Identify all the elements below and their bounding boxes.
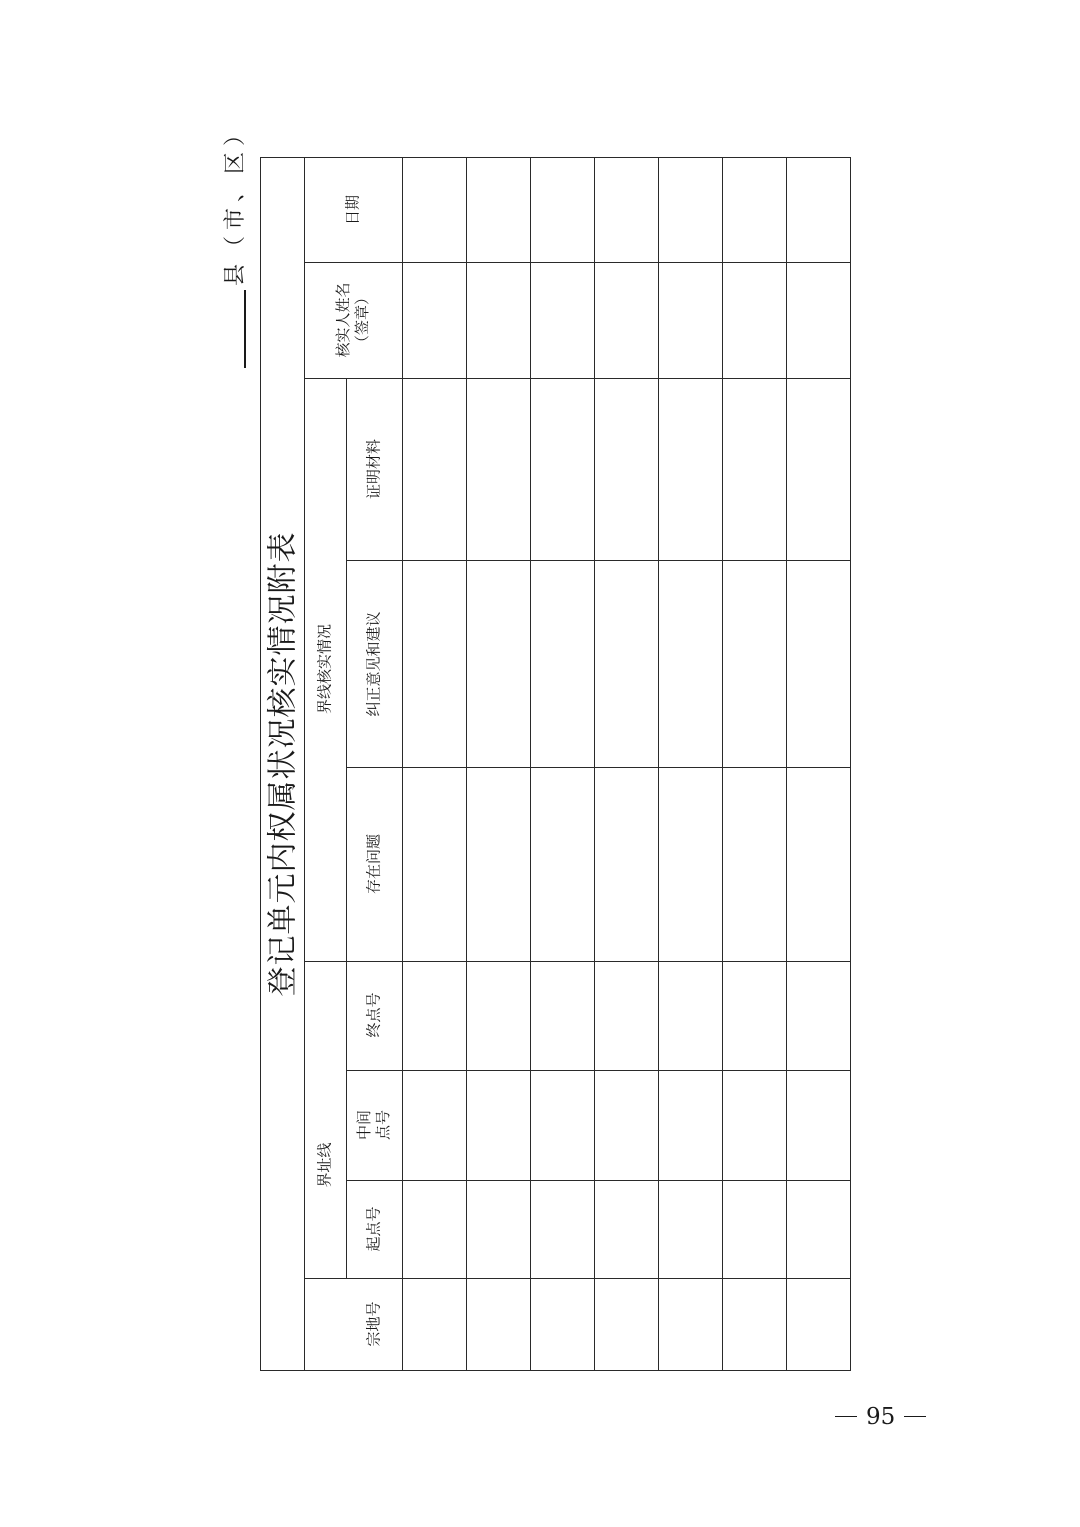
county-suffix: 县（市、区）	[223, 117, 248, 286]
page-number-value: 95	[866, 1404, 896, 1430]
table-row[interactable]	[660, 159, 721, 1369]
table-row[interactable]	[404, 159, 465, 1369]
table-row[interactable]	[596, 159, 657, 1369]
table-title: 登记单元内权属状况核实情况附表	[265, 531, 301, 997]
header-verification-group: 界线核实情况	[315, 623, 334, 715]
header-end-point: 终点号	[364, 992, 383, 1038]
page-dash-left	[835, 1416, 857, 1417]
header-middle-point: 中间 点号	[355, 1109, 392, 1141]
header-supporting-materials: 证明材料	[364, 438, 383, 500]
table-border-left	[260, 157, 261, 1371]
header-parcel-no: 宗地号	[364, 1301, 383, 1347]
table-row[interactable]	[724, 159, 785, 1369]
table-border-bottom	[260, 1370, 851, 1371]
group-separator-verification	[346, 378, 347, 961]
header-start-point: 起点号	[364, 1206, 383, 1252]
table-row[interactable]	[788, 159, 849, 1369]
header-date: 日期	[343, 194, 362, 226]
table-border-right	[850, 157, 851, 1371]
group-separator-boundary	[346, 961, 347, 1278]
page-dash-right	[904, 1416, 926, 1417]
header-existing-problems: 存在问题	[364, 833, 383, 895]
page-number	[826, 1404, 935, 1430]
table-row[interactable]	[532, 159, 593, 1369]
title-separator	[304, 157, 305, 1371]
header-verifier-name: 核实人姓名 （签章）	[334, 282, 371, 358]
header-correction-suggestions: 纠正意见和建议	[364, 611, 383, 717]
table-row[interactable]	[468, 159, 529, 1369]
header-boundary-group: 界址线	[315, 1142, 334, 1188]
